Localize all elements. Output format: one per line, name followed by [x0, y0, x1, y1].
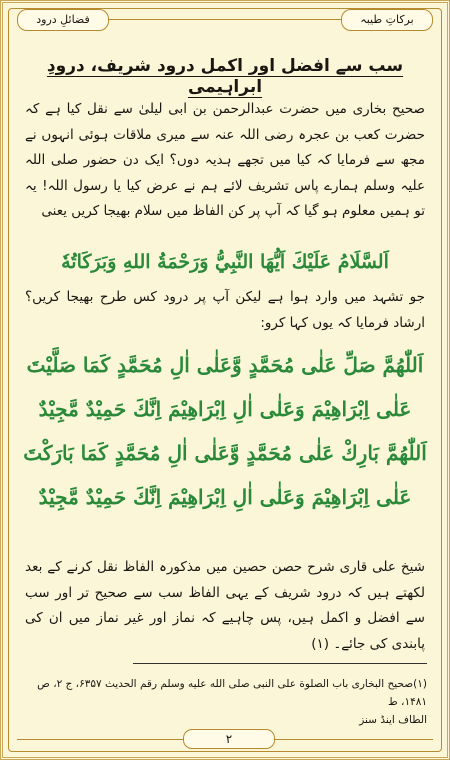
footnote-publisher: الطاف اینڈ سنز: [359, 714, 427, 726]
durood-ibrahimi: [21, 343, 429, 519]
paragraph-commentary: شیخ علی قاری شرح حصن حصین میں مذکورہ الفاظ نقل کرنے کے بعد لکھتے ہیں کہ درود شریف کے یہی الفاظ سب سے صحیح تر اور سب سے افضل و اکمل ہیں، پس چاہیے کہ نماز اور غیر نماز میں ان کی پابندی کی جائے۔ (۱): [25, 559, 425, 652]
durood-line: اَللّٰهُمَّ بَارِكْ عَلٰى مُحَمَّدٍ وَّعَلٰى اٰلِ مُحَمَّدٍ كَمَا بَارَكْتَ: [23, 441, 427, 465]
page-header: [17, 9, 433, 31]
chapter-heading: سب سے افضل اور اکمل درود شریف، درودِ ابراہیمی: [46, 56, 404, 97]
book-title: برکاتِ طیبہ: [341, 9, 433, 31]
paragraph-instruction: جو تشہد میں وارد ہوا ہے لیکن آپ پر درود کس طرح بھیجا کریں؟ ارشاد فرمایا کہ یوں کہا کرو:: [25, 289, 425, 331]
durood-line: عَلٰى اِبْرَاهِيْمَ وَعَلٰى اٰلِ اِبْرَاهِيْمَ اِنَّكَ حَمِيْدٌ مَّجِيْدٌ: [38, 397, 412, 421]
footnote-divider: [133, 663, 427, 664]
footnote-reference: (۱)صحیح البخاری باب الصلوة علی النبی صلی الله علیه وسلم رقم الحدیث ۶۳۵۷، ج ۲، ص ۱۴۸۱، ط: [37, 678, 427, 708]
durood-line: عَلٰى اِبْرَاهِيْمَ وَعَلٰى اٰلِ اِبْرَاهِيْمَ اِنَّكَ حَمِيْدٌ مَّجِيْدٌ: [38, 485, 412, 509]
durood-line: اَللّٰهُمَّ صَلِّ عَلٰى مُحَمَّدٍ وَّعَلٰى اٰلِ مُحَمَّدٍ كَمَا صَلَّيْتَ: [26, 353, 424, 377]
footnote: [23, 675, 427, 729]
page-number: ۲: [183, 729, 275, 749]
section-title: فضائلِ درود: [17, 9, 109, 31]
header-divider: [109, 19, 341, 20]
paragraph-hadith: صحیح بخاری میں حضرت عبدالرحمن بن ابی لیلیٰ سے نقل کیا ہے کہ حضرت کعب بن عجرہ رضی اللہ عنہ سے میری ملاقات ہوئی انہوں نے مجھ سے فرمایا کہ کیا میں تجھے ہدیہ دوں؟ ایک دن حضور صلی اللہ علیہ وسلم ہمارے پاس تشریف لائے ہم نے عرض کیا یا رسول اللہ! یہ تو ہمیں معلوم ہو گیا کہ آپ پر کن الفاظ میں سلام بھیجا کریں یعنی: [25, 101, 425, 219]
salam-text: اَلسَّلَامُ عَلَيْكَ اَيُّهَا النَّبِيُّ وَرَحْمَةُ اللهِ وَبَرَكَاتُهٗ: [61, 251, 389, 273]
